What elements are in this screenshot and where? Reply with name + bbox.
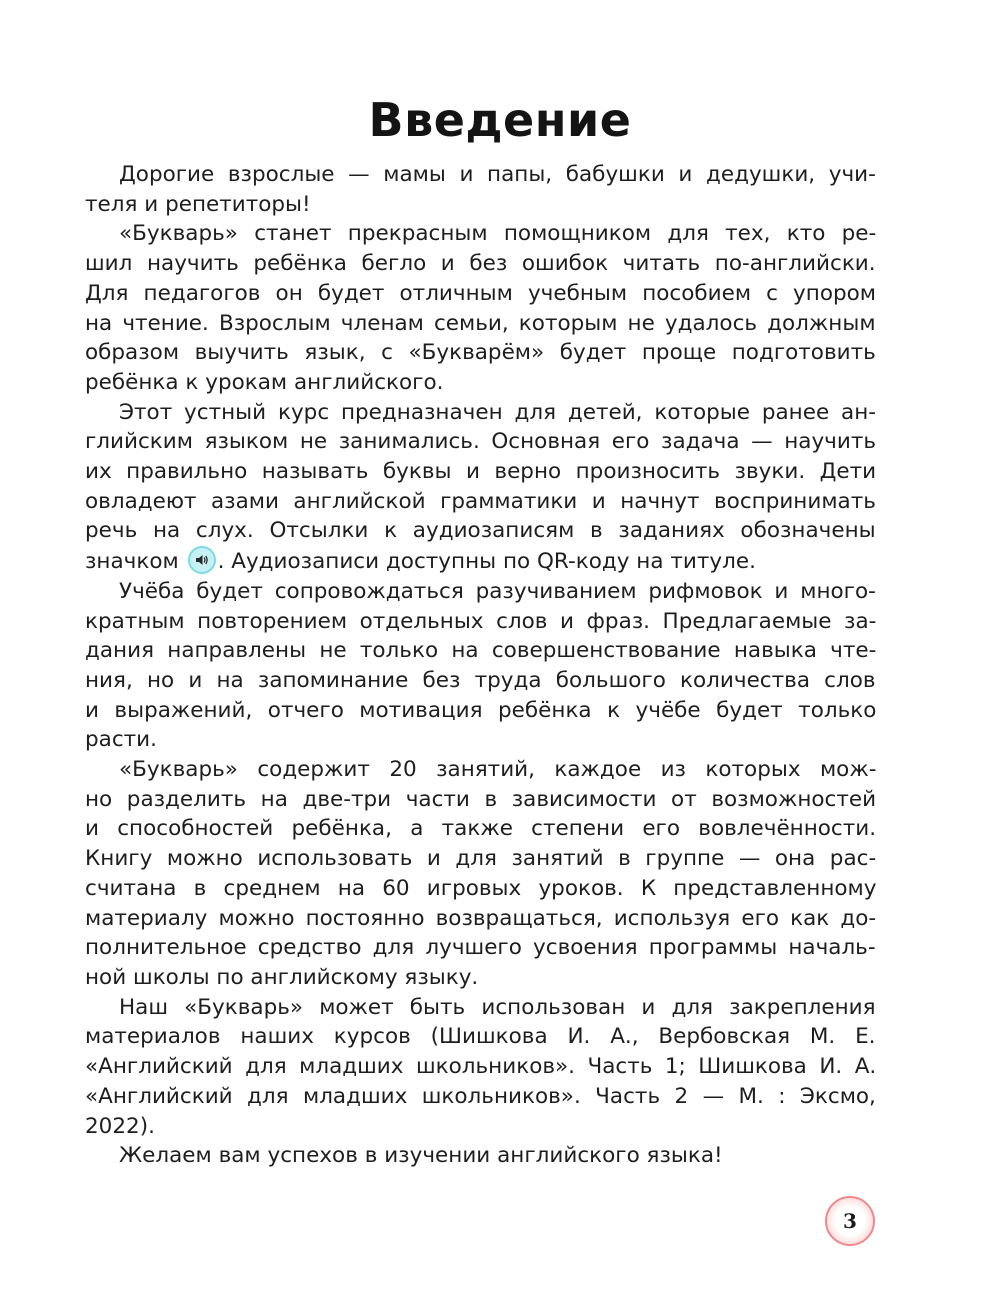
text-line: материалов наших курсов (Шишкова И. А., Вербовская М. Е. — [85, 1024, 876, 1050]
paragraph-bukvar-purpose — [85, 219, 876, 397]
text-line: шил научить ребёнка бегло и без ошибок читать по-английски. — [85, 251, 876, 277]
text-line: овладеют азами английской грамматики и начнут воспринимать — [85, 488, 876, 514]
audio-line-before: значком — [85, 549, 179, 575]
text-line: дания направлены не только на совершенствование навыка чте- — [85, 638, 877, 664]
text-line: Наш «Букварь» может быть использован и для закрепления — [119, 994, 876, 1020]
paragraph-wishes — [85, 1141, 876, 1171]
audio-line-after: . Аудиозаписи доступны по QR-коду на титуле. — [217, 549, 756, 575]
speaker-icon — [188, 546, 216, 574]
paragraph-courses — [85, 993, 876, 1142]
text-line: кратным повторением отдельных слов и фраз. Предлагаемые за- — [85, 608, 877, 634]
text-line: их правильно называть буквы и верно произносить звуки. Дети — [85, 459, 877, 485]
text-line: материалу можно постоянно возвращаться, используя его как до- — [85, 905, 877, 931]
text-line: ной школы по английскому языку. — [85, 964, 479, 990]
text-line: образом выучить язык, с «Букварём» будет проще подготовить — [85, 340, 876, 366]
text-line: Книгу можно использовать и для занятий в группе — она рас- — [85, 846, 877, 872]
text-line-audio — [85, 546, 876, 577]
paragraph-learning — [85, 577, 876, 755]
text-line: «Букварь» станет прекрасным помощником для тех, кто ре- — [119, 221, 877, 247]
paragraph-lessons — [85, 755, 876, 993]
text-line: Учёба будет сопровождаться разучиванием рифмовок и много- — [119, 578, 876, 604]
text-line: Дорогие взрослые — мамы и папы, бабушки и дедушки, учи- — [119, 162, 876, 187]
page-title: Введение — [368, 93, 632, 147]
paragraph-oral-course — [85, 398, 876, 577]
text-line: «Букварь» содержит 20 занятий, каждое из которых мож- — [119, 757, 877, 783]
text-line: но разделить на две-три части в зависимости от возможностей — [85, 786, 877, 812]
text-line: речь на слух. Отсылки к аудиозаписям в заданиях обозначены — [85, 518, 876, 544]
text-line: 2022). — [85, 1113, 155, 1139]
text-line: полнительное средство для лучшего усвоения программы началь- — [85, 935, 876, 961]
page-number-badge: 3 — [825, 1196, 875, 1246]
text-line: глийским языком не занимались. Основная его задача — научить — [85, 429, 877, 455]
text-line: Этот устный курс предназначен для детей, которые ранее ан- — [119, 399, 877, 425]
text-line: на чтение. Взрослым членам семьи, которым не удалось должным — [85, 310, 876, 336]
text-line: Желаем вам успехов в изучении английского языка! — [119, 1143, 723, 1169]
body-text — [85, 160, 876, 1171]
text-line: «Английский для младших школьников». Часть 2 — М. : Эксмо, — [85, 1083, 876, 1109]
text-line: ния, но и на запоминание без труда большого количества слов — [85, 667, 876, 693]
paragraph-greeting — [85, 160, 876, 219]
text-line: Для педагогов он будет отличным учебным пособием с упором — [85, 280, 877, 306]
text-line: и выражений, отчего мотивация ребёнка к учёбе будет только — [85, 697, 877, 723]
text-line: ребёнка к урокам английского. — [85, 369, 444, 395]
text-line: теля и репетиторы! — [85, 191, 311, 217]
text-line: и способностей ребёнка, а также степени его вовлечённости. — [85, 816, 877, 842]
text-line: считана в среднем на 60 игровых уроков. К представленному — [85, 875, 877, 901]
text-line: расти. — [85, 727, 157, 753]
text-line: «Английский для младших школьников». Часть 1; Шишкова И. А. — [85, 1054, 877, 1080]
